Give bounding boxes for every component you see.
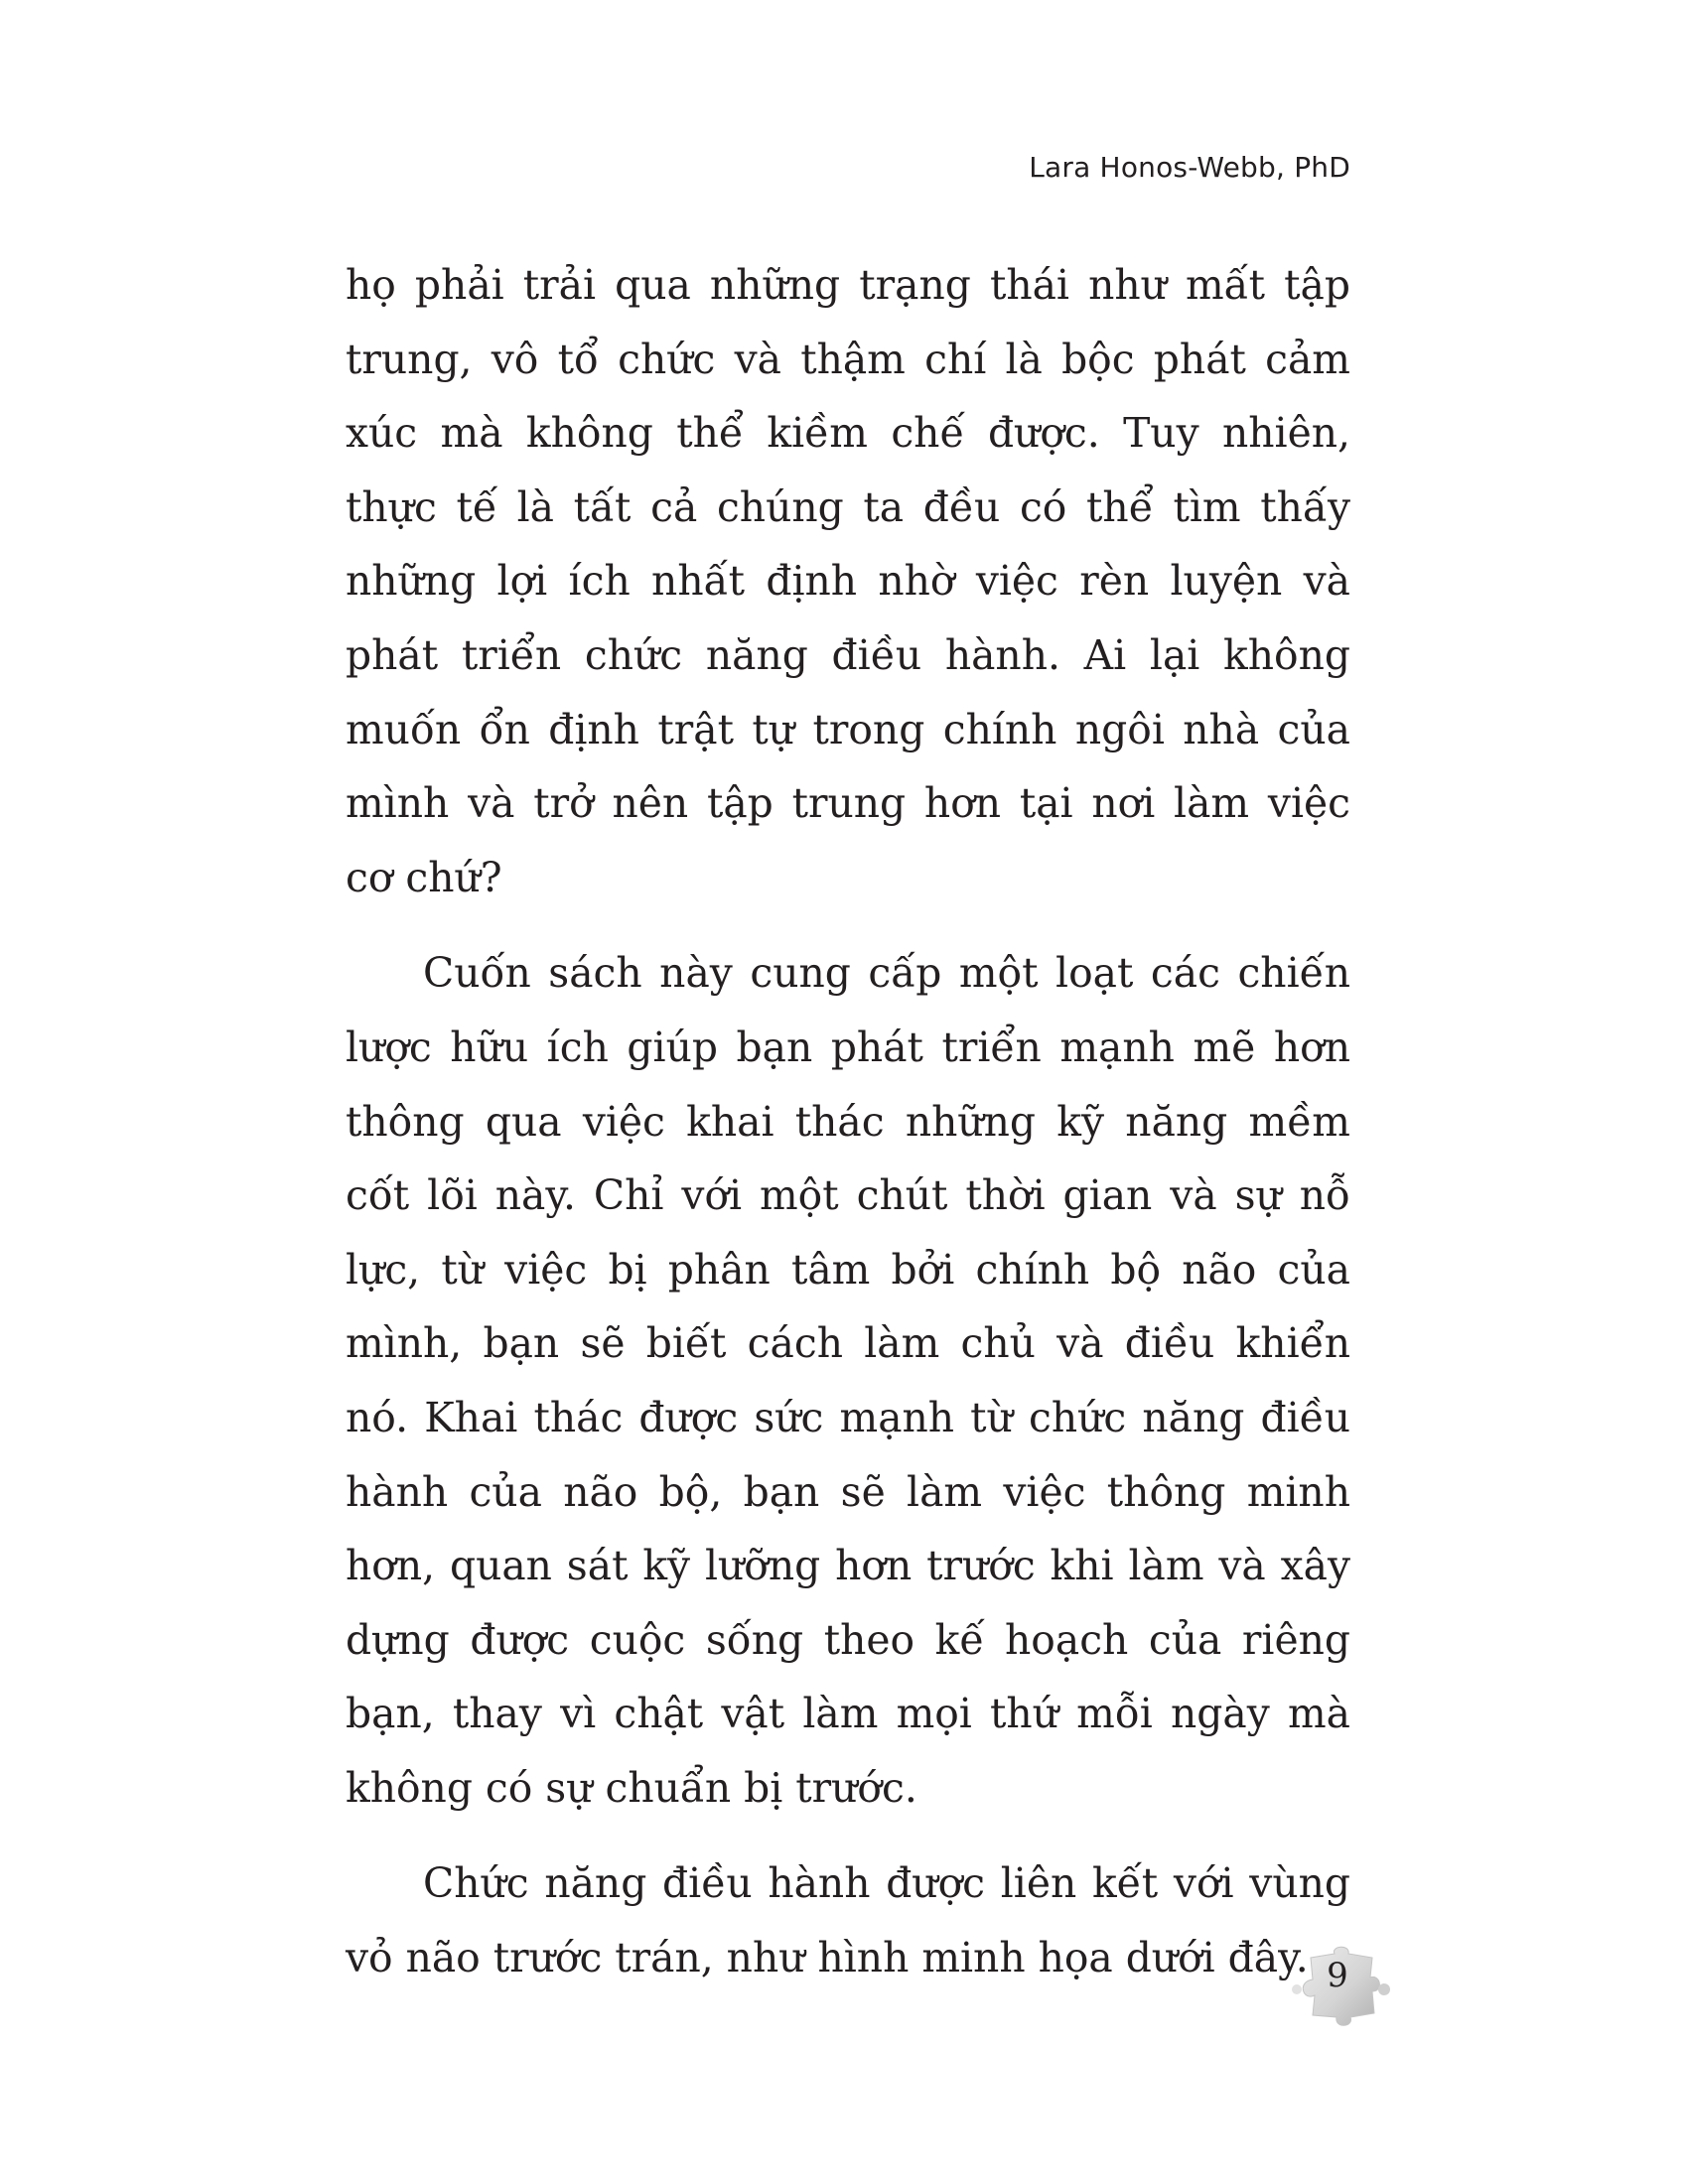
body-text [346,248,1350,1995]
running-header-author: Lara Honos-Webb, PhD [1029,151,1350,184]
page-number-badge [1281,1946,1400,2035]
page-number: 9 [1327,1956,1348,1995]
paragraph: Cuốn sách này cung cấp một loạt các chiến lược hữu ích giúp bạn phát triển mạnh mẽ hơn thông qua việc khai thác những kỹ năng mềm cốt lõi này. Chỉ với một chút thời gian và sự nỗ lực, từ việc bị phân tâm bởi chính bộ não của mình, bạn sẽ biết cách làm chủ và điều khiển nó. Khai thác được sức mạnh từ chức năng điều hành của não bộ, bạn sẽ làm việc thông minh hơn, quan sát kỹ lưỡng hơn trước khi làm và xây dựng được cuộc sống theo kế hoạch của riêng bạn, thay vì chật vật làm mọi thứ mỗi ngày mà không có sự chuẩn bị trước. [346,949,1350,1812]
paragraph: họ phải trải qua những trạng thái như mất tập trung, vô tổ chức và thậm chí là bộc phát cảm xúc mà không thể kiềm chế được. Tuy nhiên, thực tế là tất cả chúng ta đều có thể tìm thấy những lợi ích nhất định nhờ việc rèn luyện và phát triển chức năng điều hành. Ai lại không muốn ổn định trật tự trong chính ngôi nhà của mình và trở nên tập trung hơn tại nơi làm việc cơ chứ? [346,261,1350,901]
paragraph: Chức năng điều hành được liên kết với vùng vỏ não trước trán, như hình minh họa dưới đây. [346,1859,1350,1982]
